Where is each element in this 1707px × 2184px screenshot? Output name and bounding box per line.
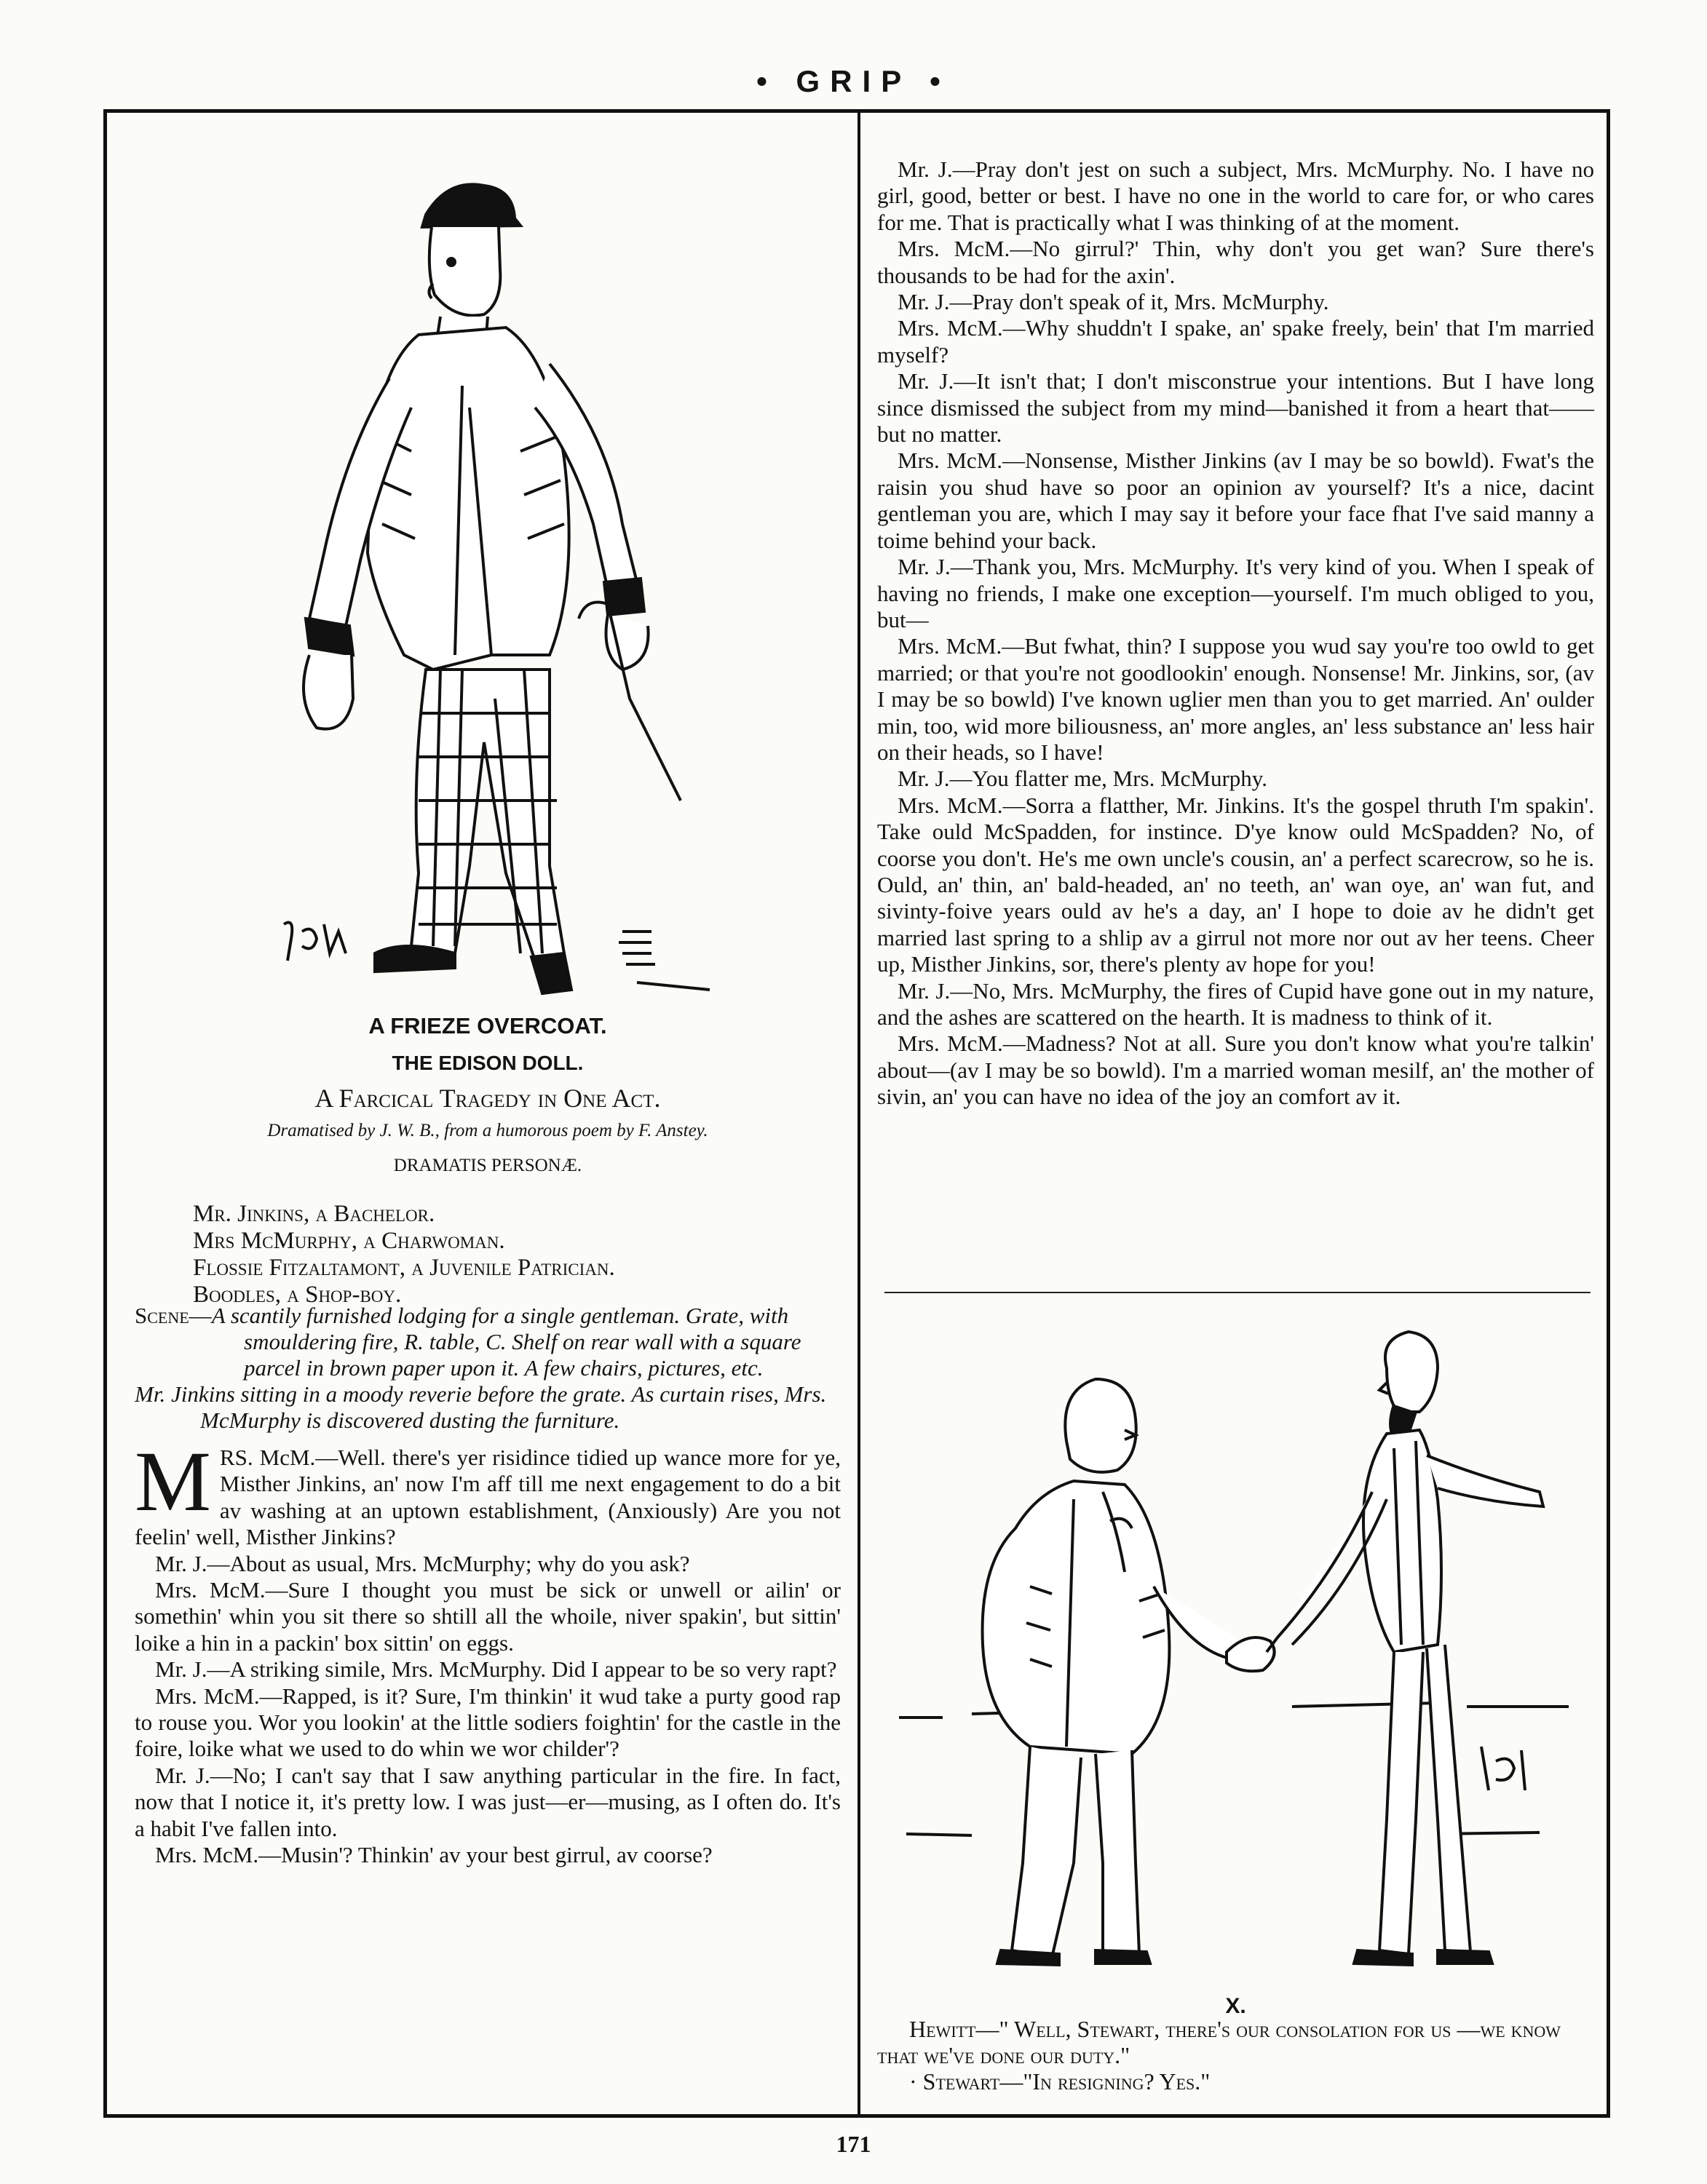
paragraph: Mr. J.—Pray don't jest on such a subject, Mrs. McMurphy. No. I have no girl, good, better or best. I have no one in the world to care for, or who cares for me. That is practically what I was thinking of at the moment. (877, 156, 1594, 235)
cast-list (193, 1201, 615, 1309)
stage-direction: Mr. Jinkins sitting in a moody reverie before the grate. As curtain rises, Mrs. McMurphy is discovered dusting the furniture. (135, 1381, 827, 1433)
article-title: THE EDISON DOLL. (392, 1052, 584, 1074)
dialogue-line: · Stewart—"In resigning? Yes." (909, 2068, 1211, 2094)
paragraph: Mrs. McM.—Nonsense, Misther Jinkins (av I may be so bowld). Fwat's the raisin you shud have so poor an opinion av yourself? It's a nice, dacint gentleman you are, which I may say it before your face fhat I've said manny a toime behind your back. (877, 448, 1594, 553)
paragraph: Mr. J.—About as usual, Mrs. McMurphy; why do you ask? (155, 1550, 690, 1576)
right-column-text (877, 156, 1594, 1111)
cast-item: Mr. Jinkins, a Bachelor. (193, 1201, 435, 1227)
scene-label: Scene— (135, 1303, 212, 1328)
paragraph: Mr. J.—It isn't that; I don't misconstrue your intentions. But I have long since dismissed the subject from my mind—banished it from a heart that——but no matter. (877, 368, 1594, 448)
paragraph: Mrs. McM.—Sure I thought you must be sick or unwell or ailin' or somethin' whin you sit there so shtill all the whoile, niver spakin', but sittin' loike a hin in a packin' box sittin' on eggs. (135, 1577, 841, 1656)
paragraph: Mrs. McM.—Rapped, is it? Sure, I'm thinkin' it wud take a purty good rap to rouse you. Wor you lookin' at the little sodiers foightin' for the castle in the foire, loike what we used to do whin we wor childer'? (135, 1683, 841, 1762)
paragraph: Mrs. McM.—Madness? Not at all. Sure you don't know what you're talkin' about—(av I may be so bowld). I'm a married woman mesilf, an' the mother of sivin, an' you can have no idea of the joy an comfort av it. (877, 1031, 1594, 1110)
left-column (135, 124, 841, 2107)
paragraph: Mr. J.—A striking simile, Mrs. McMurphy. Did I appear to be so very rapt? (155, 1656, 837, 1683)
dialogue-line: Hewitt—" Well, Stewart, there's our consolation for us —we know that we've done our duty." (877, 2016, 1561, 2068)
bottom-illustration-dialogue (877, 2016, 1594, 2094)
bottom-illustration-caption: X. (1225, 1994, 1246, 2018)
paragraph: RS. McM.—Well. there's yer risidince tidied up wance more for ye, Misther Jinkins, an' now I'm aff till me next engagement to do a bit av washing at an uptown establishment, (Anxiously) Are you not feelin' well, Misther Jinkins? (135, 1445, 841, 1550)
masthead: • GRIP • (756, 64, 951, 98)
handshake-illustration (884, 1310, 1591, 1987)
paragraph: Mrs. McM.—Why shuddn't I spake, an' spake freely, bein' that I'm married myself? (877, 315, 1594, 368)
paragraph: Mrs. McM.—Sorra a flatther, Mr. Jinkins. It's the gospel thruth I'm spakin'. Take ould McSpadden, for instince. D'ye know ould McSpadden? No, of coorse you don't. He's me own uncle's cousin, an' a perfect scarecrow, so he is. Ould, an' thin, an' bald-headed, an' no teeth, an' wan oye, an' wan fut, and sivinty-foive years ould av he's a day, an' I hope to doie av he didn't get married last spring to a shlip av a girrul not more nor out av her teens. Cheer up, Misther Jinkins, sor, there's plenty av hope for you! (877, 792, 1594, 977)
column-divider (858, 109, 860, 2118)
frieze-overcoat-illustration (244, 146, 768, 1004)
paragraph: Mr. J.—You flatter me, Mrs. McMurphy. (898, 766, 1268, 792)
paragraph: Mr. J.—Pray don't speak of it, Mrs. McMurphy. (898, 289, 1329, 315)
paragraph: Mrs. McM.—But fwhat, thin? I suppose you wud say you're too owld to get married; or that you're not goodlookin' enough. Nonsense! Mr. Jinkins, sor, (av I may be so bowld) I've known uglier men than you to get married. An' oulder min, too, wid more biliousness, an' more angles, an' less substance an' less hair on their heads, so I have! (877, 633, 1594, 765)
paragraph: Mrs. McM.—No girrul?' Thin, why don't you get wan? Sure there's thousands to be had for the axin'. (877, 236, 1594, 288)
paragraph: Mrs. McM.—Musin'? Thinkin' av your best girrul, av coorse? (155, 1842, 713, 1868)
paragraph: Mr. J.—No; I can't say that I saw anything particular in the fire. In fact, now that I notice it, it's pretty low. I was just—er—musing, as I often do. It's a habit I've fallen into. (135, 1762, 841, 1841)
drop-cap: M (135, 1434, 211, 1529)
paragraph: Mr. J.—No, Mrs. McMurphy, the fires of Cupid have gone out in my nature, and the ashes are scattered on the hearth. It is madness to think of it. (877, 977, 1594, 1030)
scene-text: A scantily furnished lodging for a single gentleman. Grate, with smouldering fire, R. table, C. Shelf on rear wall with a square parcel in brown paper upon it. A few chairs, pictures, etc. (211, 1303, 801, 1381)
illustration-caption: A FRIEZE OVERCOAT. (368, 1013, 607, 1039)
cast-item: Mrs McMurphy, a Charwoman. (193, 1228, 505, 1254)
cast-item: Boodles, a Shop-boy. (193, 1282, 402, 1308)
paragraph: Mr. J.—Thank you, Mrs. McMurphy. It's very kind of you. When I speak of having no friends, I make one exception—yourself. I'm much obliged to you, but— (877, 554, 1594, 632)
cast-item: Flossie Fitzaltamont, a Juvenile Patrician. (193, 1255, 615, 1281)
section-rule (884, 1292, 1591, 1293)
article-subtitle: A Farcical Tragedy in One Act. (314, 1084, 661, 1113)
left-body-text (135, 1434, 841, 1869)
article-credit: Dramatised by J. W. B., from a humorous poem by F. Anstey. (267, 1121, 708, 1140)
cast-heading: DRAMATIS PERSONÆ. (393, 1156, 582, 1175)
page-number: 171 (836, 2131, 871, 2157)
scene-description (135, 1303, 841, 1434)
